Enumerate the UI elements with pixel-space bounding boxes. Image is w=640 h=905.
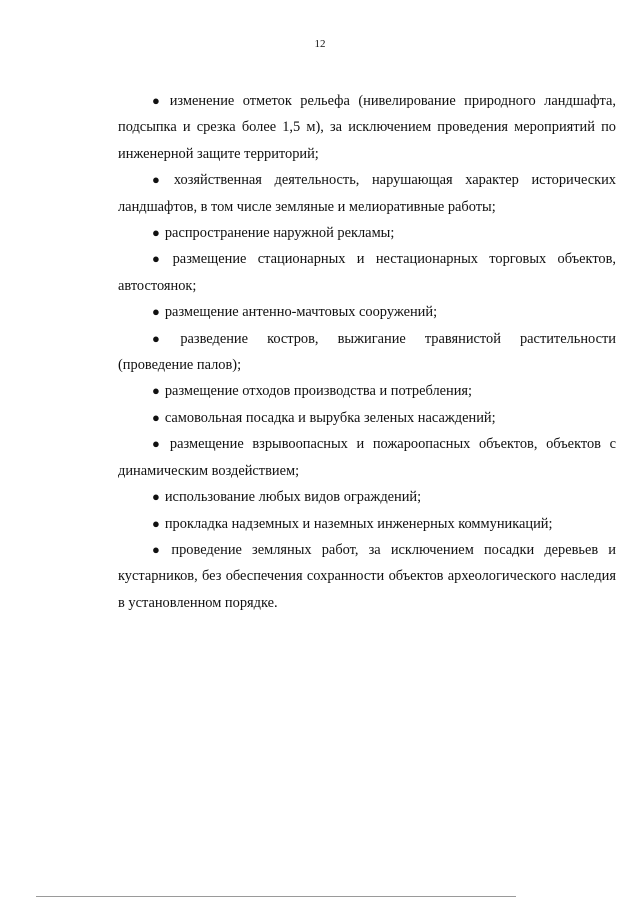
- list-item-9: [118, 431, 616, 484]
- list-item-8: [118, 405, 616, 431]
- list-item-text: распространение наружной рекламы;: [164, 225, 395, 242]
- list-item-7: [118, 378, 616, 404]
- list-item-text: размещение отходов производства и потребления;: [164, 383, 473, 400]
- bullet-icon: ●: [152, 436, 165, 452]
- bullet-icon: ●: [152, 330, 176, 346]
- list-item-1: [118, 88, 616, 167]
- bullet-icon: ●: [152, 489, 160, 505]
- list-item-3: [118, 220, 616, 246]
- bullet-icon: ●: [152, 304, 160, 320]
- list-item-text: изменение отметок рельефа (нивелирование природного ландшафта, подсыпка и срезка более 1,5 м), за исключением проведения мероприятий по инженерной защите территорий;: [118, 93, 617, 162]
- list-item-4: [118, 246, 616, 299]
- bullet-icon: ●: [152, 93, 165, 108]
- list-item-text: размещение взрывоопасных и пожароопасных объектов, объектов с динамическим воздействием;: [118, 436, 616, 479]
- restrictions-list: [118, 88, 616, 616]
- list-item-text: размещение стационарных и нестационарных торговых объектов, автостоянок;: [118, 251, 617, 294]
- list-item-text: прокладка надземных и наземных инженерных коммуникаций;: [164, 515, 553, 532]
- bullet-icon: ●: [152, 515, 160, 531]
- list-item-6: [118, 326, 616, 379]
- list-item-text: самовольная посадка и вырубка зеленых насаждений;: [164, 409, 496, 426]
- list-item-10: [118, 484, 616, 510]
- list-item-5: [118, 299, 616, 325]
- bullet-icon: ●: [152, 251, 168, 267]
- page-number: 12: [314, 38, 326, 50]
- bullet-icon: ●: [152, 541, 167, 557]
- bullet-icon: ●: [152, 225, 160, 241]
- bullet-icon: ●: [152, 383, 160, 399]
- list-item-text: использование любых видов ограждений;: [164, 489, 422, 506]
- list-item-12: [118, 537, 616, 616]
- page-bottom-rule: [36, 896, 516, 897]
- list-item-text: проведение земляных работ, за исключением посадки деревьев и кустарников, без обеспечения сохранности объектов археологического наследия в установленном порядке.: [118, 541, 616, 611]
- bullet-icon: ●: [152, 172, 169, 188]
- list-item-2: [118, 167, 616, 220]
- list-item-11: [118, 511, 616, 537]
- list-item-text: хозяйственная деятельность, нарушающая характер исторических ландшафтов, в том числе земляные и мелиоративные работы;: [118, 172, 616, 215]
- list-item-text: разведение костров, выжигание травянистой растительности (проведение палов);: [118, 330, 616, 374]
- bullet-icon: ●: [152, 409, 160, 425]
- list-item-text: размещение антенно-мачтовых сооружений;: [164, 304, 438, 321]
